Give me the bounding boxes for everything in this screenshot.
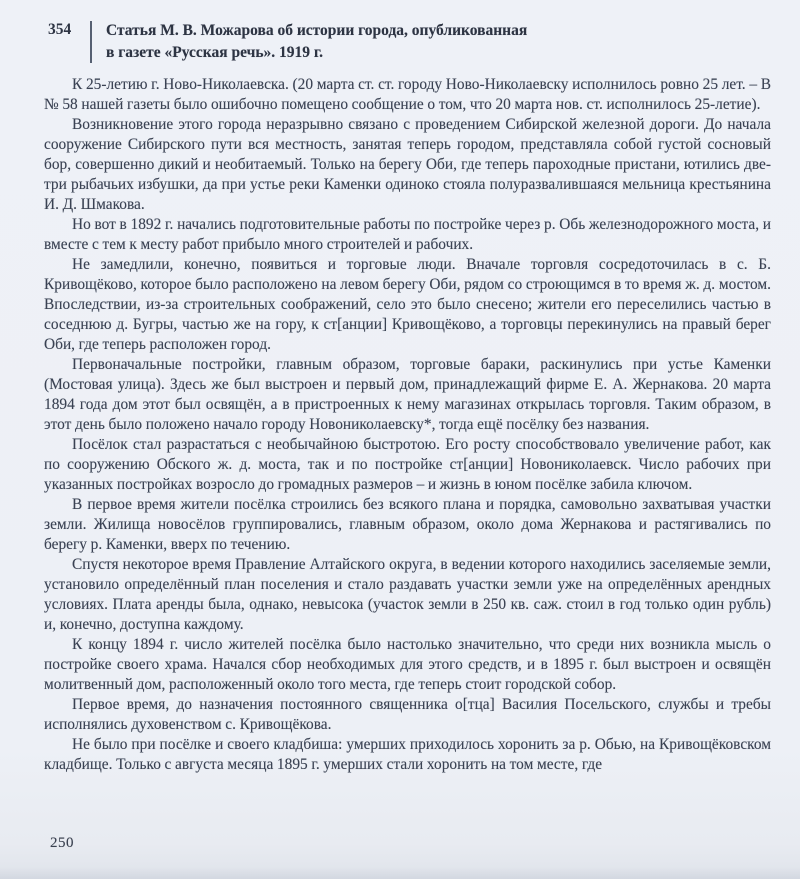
document-number: 354 — [48, 21, 72, 38]
document-body — [44, 75, 771, 775]
page-footer — [50, 835, 74, 852]
page-number: 250 — [50, 835, 74, 851]
document-title-line2: в газете «Русская речь». 1919 г. — [106, 43, 324, 61]
document-title-line1: Статья М. В. Можарова об истории города, опубликованная — [106, 22, 528, 39]
body-paragraph: Не было при посёлке и своего кладбиша: умерших приходилось хоронить за р. Обью, на Кривощёковском кладбище. Только с августа месяца 1895 г. умерших стали хоронить на том месте, где — [44, 736, 771, 773]
body-paragraph: К 25-летию г. Ново-Николаевска. (20 марта ст. ст. городу Ново-Николаевску исполнилось ровно 25 лет. – В № 58 нашей газеты было ошибочно помещено сообщение о том, что 20 марта нов. ст. исполнилось 25-летие). — [44, 76, 771, 113]
body-paragraph: Первое время, до назначения постоянного священника о[тца] Василия Посельского, службы и требы исполнялись духовенством с. Кривощёкова. — [44, 696, 771, 733]
body-paragraph: В первое время жители посёлка строились без всякого плана и порядка, самовольно захватывая участки земли. Жилища новосёлов группировались, главным образом, около дома Жернакова и растягивались по берегу р. Каменки, вверх по течению. — [44, 496, 771, 553]
page-bottom-edge-shadow — [0, 867, 800, 879]
header-divider — [90, 21, 92, 63]
body-paragraph: К концу 1894 г. число жителей посёлка было настолько значительно, что среди них возникла мысль о постройке своего храма. Начался сбор необходимых для этого средств, и в 1895 г. был выстроен и освящён молитвенный дом, расположенный около того места, где теперь стоит городской собор. — [44, 636, 771, 693]
body-paragraph: Возникновение этого города неразрывно связано с проведением Сибирской железной дороги. До начала сооружение Сибирского пути вся местность, занятая теперь городом, представляла собой густой сосновый бор, совершенно дикий и необитаемый. Только на берегу Оби, где теперь пароходные пристани, ютились две-три рыбачьих избушки, да при устье реки Каменки одиноко стояла полуразвалившаяся мельница крестьянина И. Д. Шмакова. — [44, 116, 771, 213]
body-paragraph: Первоначальные постройки, главным образом, торговые бараки, раскинулись при устье Каменки (Мостовая улица). Здесь же был выстроен и первый дом, принадлежащий фирме Е. А. Жернакова. 20 марта 1894 года дом этот был освящён, а в пристроенных к нему магазинах открылась торговля. Таким образом, в этот день было положено начало городу Новониколаевску*, тогда ещё посёлку без названия. — [44, 356, 771, 433]
document-title — [106, 20, 527, 63]
body-paragraph: Не замедлили, конечно, появиться и торговые люди. Вначале торговля сосредоточилась в с. Б. Кривощёково, которое было расположено на левом берегу Оби, рядом со строющимся в то время ж. д. мостом. Впоследствии, из-за строительных соображений, село это было снесено; жители его переселились частью в соседнюю д. Бугры, частью же на гору, к ст[анции] Кривощёково, а торговцы перекинулись на правый берег Оби, где теперь расположен город. — [44, 256, 771, 353]
document-header — [48, 20, 770, 63]
body-paragraph: Но вот в 1892 г. начались подготовительные работы по постройке через р. Обь железнодорожного моста, и вместе с тем к месту работ прибыло много строителей и рабочих. — [44, 216, 771, 253]
body-paragraph: Спустя некоторое время Правление Алтайского округа, в ведении которого находились заселяемые земли, установило определённый план поселения и стало раздавать участки земли уже на определённых арендных условиях. Плата аренды была, однако, невысока (участок земли в 250 кв. саж. стоил в год только один рубль) и, конечно, доступна каждому. — [44, 556, 771, 633]
body-paragraph: Посёлок стал разрастаться с необычайною быстротою. Его росту способствовало увеличение работ, как по сооружению Обского ж. д. моста, так и по постройке ст[анции] Новониколаевск. Число рабочих при указанных постройках возросло до громадных размеров – и жизнь в юном посёлке забила ключом. — [44, 436, 771, 493]
